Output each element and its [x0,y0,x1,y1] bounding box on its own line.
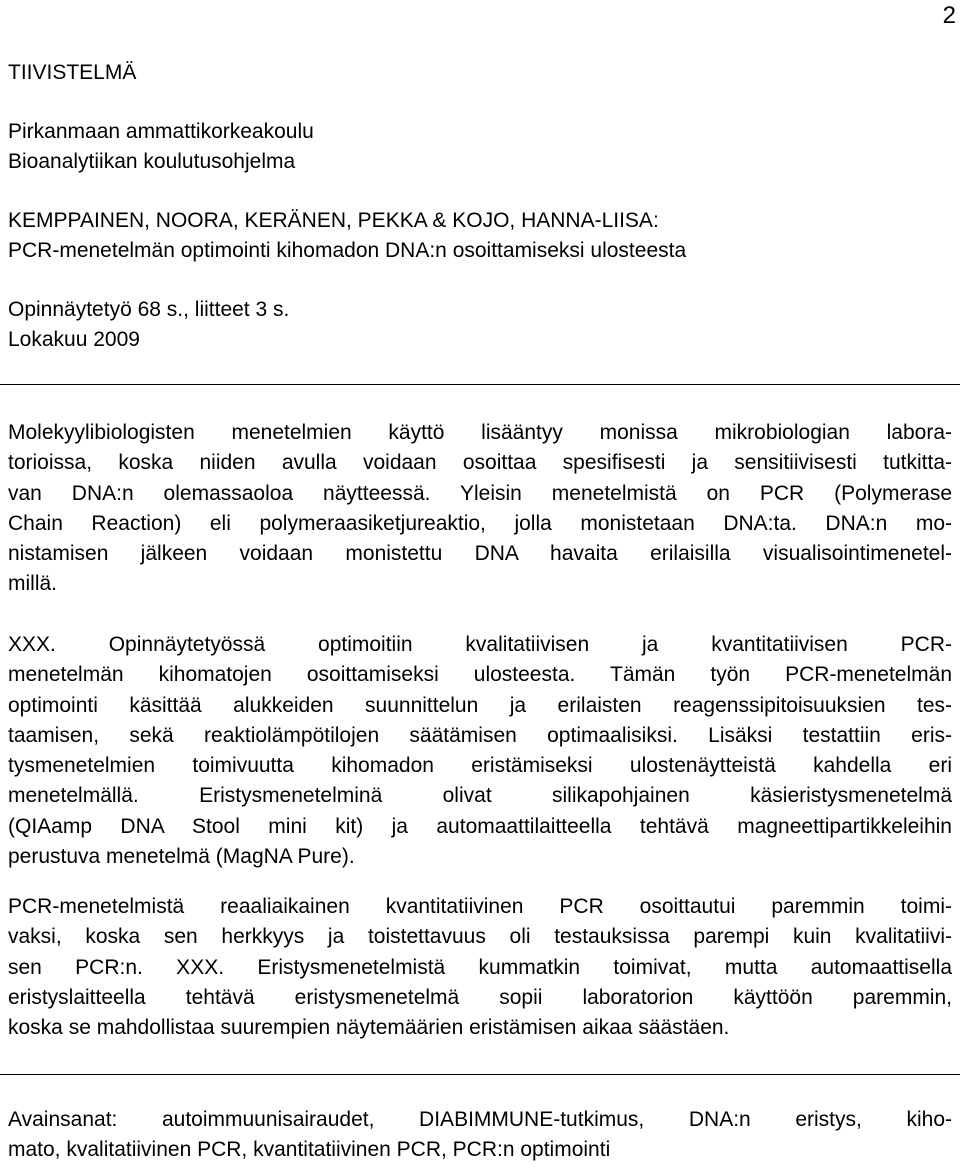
bottom-divider [0,1074,960,1075]
authors-line: KEMPPAINEN, NOORA, KERÄNEN, PEKKA & KOJO, HANNA-LIISA: [8,209,659,232]
text-line: menetelmällä. Eristysmenetelminä olivat silikapohjainen käsieristysmenetelmä [8,784,952,808]
text-line: millä. [8,572,58,596]
text-line: (QIAamp DNA Stool mini kit) ja automaattilaitteella tehtävä magneettipartikkeleihin [8,814,952,838]
keywords-line: mato, kvalitatiivinen PCR, kvantitatiivinen PCR, PCR:n optimointi [8,1138,611,1162]
text-line: nistamisen jälkeen voidaan monistettu DNA havaita erilaisilla visualisointimenetel- [8,542,952,566]
page-count: Opinnäytetyö 68 s., liitteet 3 s. [8,298,290,321]
abstract-paragraph-1 [8,418,952,600]
page-number: 2 [942,2,956,29]
text-line: Chain Reaction) eli polymeraasiketjureaktio, jolla monistetaan DNA:ta. DNA:n mo- [8,511,952,535]
keywords-line: Avainsanat: autoimmuunisairaudet, DIABIMMUNE-tutkimus, DNA:n eristys, kiho- [8,1108,952,1131]
text-line: Molekyylibiologisten menetelmien käyttö lisääntyy monissa mikrobiologian labora- [8,421,952,444]
text-line: optimointi käsittää alukkeiden suunnittelun ja erilaisten reagenssipitoisuuksien tes- [8,693,952,717]
text-line: XXX. Opinnäytetyössä optimoitiin kvalitatiivisen ja kvantitatiivisen PCR- [8,633,952,656]
text-line: van DNA:n olemassaoloa näytteessä. Yleisin menetelmistä on PCR (Polymerase [8,481,952,505]
text-line: eristyslaitteella tehtävä eristysmenetelmä sopii laboratorion käyttöön paremmin, [8,985,952,1009]
thesis-title: PCR-menetelmän optimointi kihomadon DNA:n osoittamiseksi ulosteesta [8,239,687,262]
text-line: PCR-menetelmistä reaaliaikainen kvantitatiivinen PCR osoittautui paremmin toimi- [8,895,952,918]
abstract-heading: TIIVISTELMÄ [8,61,137,84]
abstract-paragraph-2 [8,630,952,872]
text-line: sen PCR:n. XXX. Eristysmenetelmistä kummatkin toimivat, mutta automaattisella [8,955,952,979]
text-line: tysmenetelmien toimivuutta kihomadon eristämiseksi ulostenäytteistä kahdella eri [8,754,952,778]
text-line: torioissa, koska niiden avulla voidaan osoittaa spesifisesti ja sensitiivisesti tutkitta- [8,451,952,475]
text-line: vaksi, koska sen herkkyys ja toistettavuus oli testauksissa parempi kuin kvalitatiivi- [8,925,952,949]
text-line: taamisen, sekä reaktiolämpötilojen säätämisen optimaalisiksi. Lisäksi testattiin eris- [8,723,952,747]
degree-program: Bioanalytiikan koulutusohjelma [8,150,296,173]
abstract-paragraph-3 [8,892,952,1043]
top-divider [0,384,960,385]
publication-date: Lokakuu 2009 [8,328,140,351]
school-name: Pirkanmaan ammattikorkeakoulu [8,120,314,143]
text-line: koska se mahdollistaa suurempien näytemäärien eristämisen aikaa säästäen. [8,1016,730,1040]
text-line: menetelmän kihomatojen osoittamiseksi ulosteesta. Tämän työn PCR-menetelmän [8,663,952,687]
text-line: perustuva menetelmä (MagNA Pure). [8,845,355,869]
keywords [8,1105,952,1166]
